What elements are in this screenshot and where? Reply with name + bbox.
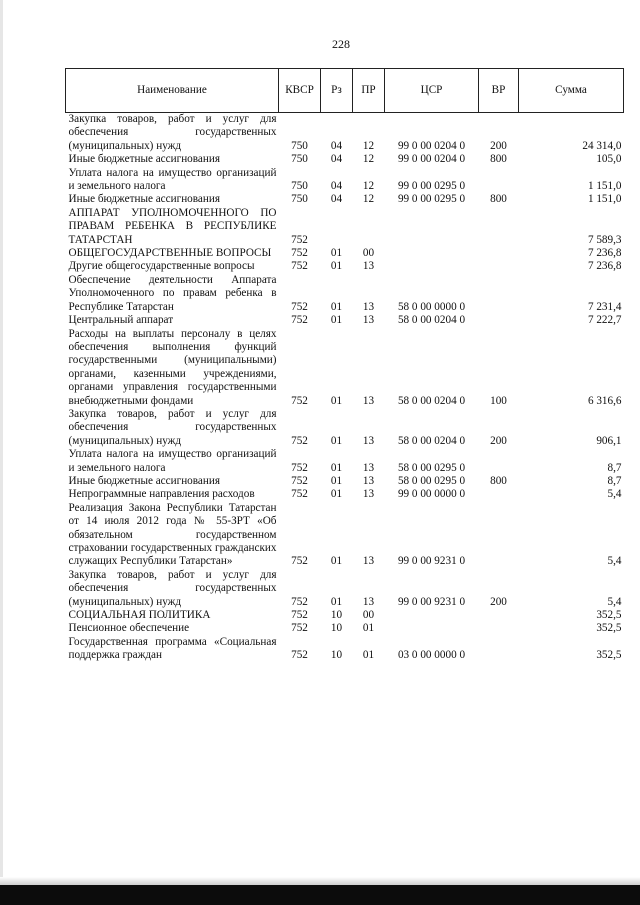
cell-pr <box>353 207 385 247</box>
table-row <box>66 408 624 448</box>
cell-name: Непрограммные направления расходов <box>68 488 255 501</box>
cell-name: Уплата налога на имущество организаций и земельного налога <box>68 166 277 193</box>
cell-pr: 00 <box>362 247 375 260</box>
cell-vr <box>479 247 519 260</box>
cell-rz <box>321 207 353 247</box>
cell-vr: 800 <box>490 193 507 206</box>
cell-rz: 01 <box>330 394 343 407</box>
page-number: 228 <box>332 37 350 51</box>
table-row <box>66 609 624 622</box>
cell-sum: 6 316,6 <box>587 394 622 407</box>
cell-vr <box>479 488 519 501</box>
cell-csr: 03 0 00 0000 0 <box>397 649 466 662</box>
cell-name: ОБЩЕГОСУДАРСТВЕННЫЕ ВОПРОСЫ <box>68 247 272 260</box>
cell-pr: 13 <box>362 488 375 501</box>
table-row <box>66 193 624 206</box>
header-rz: Рз <box>321 69 353 113</box>
cell-vr: 200 <box>490 434 507 447</box>
cell-rz: 01 <box>330 474 343 487</box>
cell-pr: 01 <box>362 622 375 635</box>
cell-vr <box>479 636 519 663</box>
cell-pr: 12 <box>362 193 375 206</box>
cell-sum: 7 589,3 <box>587 233 622 246</box>
cell-rz: 04 <box>330 139 343 152</box>
cell-vr <box>479 260 519 273</box>
cell-sum: 24 314,0 <box>582 139 622 152</box>
cell-kvsr: 750 <box>291 180 308 193</box>
table-row <box>66 207 624 247</box>
cell-csr: 99 0 00 0204 0 <box>397 139 466 152</box>
cell-pr: 13 <box>362 260 375 273</box>
cell-kvsr: 752 <box>291 488 308 501</box>
cell-name: Иные бюджетные ассигнования <box>68 474 220 487</box>
cell-name: Уплата налога на имущество организаций и земельного налога <box>68 448 277 474</box>
cell-vr: 200 <box>490 139 507 152</box>
cell-name: Пенсионное обеспечение <box>68 622 190 635</box>
cell-kvsr: 752 <box>291 247 308 260</box>
cell-sum: 5,4 <box>607 555 622 568</box>
cell-name: Закупка товаров, работ и услуг для обеспечения государственных (муниципальных) нужд <box>68 407 277 447</box>
cell-csr: 99 0 00 9231 0 <box>397 595 466 608</box>
cell-rz: 01 <box>330 461 343 474</box>
cell-csr: 58 0 00 0204 0 <box>397 314 466 327</box>
cell-vr: 100 <box>490 394 507 407</box>
cell-kvsr: 752 <box>291 233 308 246</box>
header-sum: Сумма <box>519 69 624 113</box>
cell-sum: 8,7 <box>607 474 622 487</box>
cell-sum: 1 151,0 <box>587 180 622 193</box>
cell-sum: 7 236,8 <box>587 247 622 260</box>
cell-kvsr: 752 <box>291 622 308 635</box>
table-row <box>66 569 624 609</box>
cell-rz: 10 <box>330 622 343 635</box>
cell-kvsr: 752 <box>291 314 308 327</box>
cell-csr: 58 0 00 0295 0 <box>397 474 466 487</box>
cell-name: АППАРАТ УПОЛНОМОЧЕННОГО ПО ПРАВАМ РЕБЕНКА В РЕСПУБЛИКЕ ТАТАРСТАН <box>68 206 277 246</box>
cell-rz: 10 <box>330 609 343 622</box>
cell-rz: 10 <box>330 649 343 662</box>
cell-vr: 200 <box>490 595 507 608</box>
cell-kvsr: 752 <box>291 474 308 487</box>
cell-kvsr: 752 <box>291 649 308 662</box>
cell-kvsr: 750 <box>291 139 308 152</box>
scan-shadow <box>0 877 640 885</box>
scan-edge <box>0 0 3 905</box>
cell-vr <box>479 314 519 327</box>
cell-vr <box>479 207 519 247</box>
table-row <box>66 448 624 475</box>
budget-table <box>65 68 624 663</box>
cell-csr: 99 0 00 9231 0 <box>397 555 466 568</box>
table-row <box>66 328 624 408</box>
cell-name: Закупка товаров, работ и услуг для обеспечения государственных (муниципальных) нужд <box>68 113 277 152</box>
cell-pr: 00 <box>362 609 375 622</box>
cell-sum: 5,4 <box>607 595 622 608</box>
table-row <box>66 260 624 273</box>
cell-pr: 13 <box>362 394 375 407</box>
cell-name: Другие общегосударственные вопросы <box>68 260 255 273</box>
cell-rz: 01 <box>330 488 343 501</box>
cell-csr: 99 0 00 0295 0 <box>397 180 466 193</box>
cell-name: Государственная программа «Социальная поддержка граждан <box>68 635 277 662</box>
cell-rz: 01 <box>330 300 343 313</box>
cell-kvsr: 752 <box>291 595 308 608</box>
table-row <box>66 488 624 501</box>
cell-sum: 7 231,4 <box>587 300 622 313</box>
table-row <box>66 153 624 166</box>
cell-csr <box>385 609 479 622</box>
cell-pr: 12 <box>362 180 375 193</box>
cell-pr: 13 <box>362 474 375 487</box>
cell-csr: 99 0 00 0204 0 <box>397 153 466 166</box>
cell-name: СОЦИАЛЬНАЯ ПОЛИТИКА <box>68 609 211 622</box>
cell-sum: 7 222,7 <box>587 314 622 327</box>
cell-rz: 01 <box>330 555 343 568</box>
cell-csr <box>385 260 479 273</box>
cell-rz: 01 <box>330 314 343 327</box>
cell-sum: 105,0 <box>596 153 622 166</box>
cell-rz: 01 <box>330 260 343 273</box>
cell-vr <box>479 448 519 475</box>
header-vr: ВР <box>479 69 519 113</box>
cell-sum: 906,1 <box>596 434 622 447</box>
header-name: Наименование <box>66 69 279 113</box>
cell-pr: 13 <box>362 314 375 327</box>
cell-pr: 01 <box>362 649 375 662</box>
cell-sum: 352,5 <box>596 649 622 662</box>
cell-kvsr: 752 <box>291 300 308 313</box>
cell-sum: 5,4 <box>607 488 622 501</box>
cell-csr: 99 0 00 0295 0 <box>397 193 466 206</box>
cell-csr: 58 0 00 0000 0 <box>397 300 466 313</box>
header-csr: ЦСР <box>385 69 479 113</box>
cell-kvsr: 752 <box>291 609 308 622</box>
cell-rz: 04 <box>330 180 343 193</box>
cell-name: Иные бюджетные ассигнования <box>68 153 220 166</box>
cell-vr <box>479 502 519 569</box>
cell-sum: 352,5 <box>596 622 622 635</box>
cell-name: Закупка товаров, работ и услуг для обеспечения государственных (муниципальных) нужд <box>68 568 277 608</box>
table-row <box>66 475 624 488</box>
cell-csr <box>385 207 479 247</box>
table-header <box>66 69 624 113</box>
table-row <box>66 247 624 260</box>
cell-kvsr: 752 <box>291 260 308 273</box>
table-row <box>66 502 624 569</box>
cell-kvsr: 752 <box>291 394 308 407</box>
cell-pr: 13 <box>362 461 375 474</box>
scan-bottom-bar <box>0 885 640 905</box>
table-row <box>66 113 624 154</box>
cell-pr: 13 <box>362 555 375 568</box>
cell-csr <box>385 622 479 635</box>
cell-csr: 99 0 00 0000 0 <box>397 488 466 501</box>
cell-sum: 7 236,8 <box>587 260 622 273</box>
cell-csr <box>385 247 479 260</box>
cell-vr: 800 <box>490 474 507 487</box>
cell-csr: 58 0 00 0295 0 <box>397 461 466 474</box>
cell-rz: 01 <box>330 247 343 260</box>
cell-kvsr: 752 <box>291 461 308 474</box>
cell-kvsr: 752 <box>291 555 308 568</box>
cell-rz: 01 <box>330 595 343 608</box>
table-row <box>66 274 624 314</box>
cell-pr: 13 <box>362 595 375 608</box>
cell-name: Реализация Закона Республики Татарстан от 14 июля 2012 года № 55-ЗРТ «Об обязательном государственном страховании государственных гражданских служащих Республики Татарстан» <box>68 501 277 568</box>
cell-sum: 352,5 <box>596 609 622 622</box>
cell-vr <box>479 609 519 622</box>
table-row <box>66 167 624 194</box>
header-pr: ПР <box>353 69 385 113</box>
cell-kvsr: 752 <box>291 434 308 447</box>
cell-sum: 1 151,0 <box>587 193 622 206</box>
cell-csr: 58 0 00 0204 0 <box>397 394 466 407</box>
cell-rz: 01 <box>330 434 343 447</box>
cell-name: Обеспечение деятельности Аппарата Уполномоченного по правам ребенка в Республике Татарстан <box>68 273 277 313</box>
cell-vr <box>479 167 519 194</box>
cell-vr: 800 <box>490 153 507 166</box>
cell-pr: 12 <box>362 153 375 166</box>
cell-rz: 04 <box>330 193 343 206</box>
table-row <box>66 622 624 635</box>
cell-csr: 58 0 00 0204 0 <box>397 434 466 447</box>
cell-vr <box>479 622 519 635</box>
cell-pr: 13 <box>362 434 375 447</box>
table-row <box>66 636 624 663</box>
cell-name: Иные бюджетные ассигнования <box>68 193 220 206</box>
cell-kvsr: 750 <box>291 193 308 206</box>
cell-rz: 04 <box>330 153 343 166</box>
cell-name: Центральный аппарат <box>68 314 174 327</box>
cell-pr: 13 <box>362 300 375 313</box>
cell-vr <box>479 274 519 314</box>
cell-pr: 12 <box>362 139 375 152</box>
table-body <box>66 113 624 663</box>
table-row <box>66 314 624 327</box>
cell-sum: 8,7 <box>607 461 622 474</box>
cell-kvsr: 750 <box>291 153 308 166</box>
cell-name: Расходы на выплаты персоналу в целях обеспечения выполнения функций государственными (муниципальными) органами, казенными учреждениями, органами управления государственными внебюджетными фондами <box>68 327 277 407</box>
header-kvsr: КВСР <box>279 69 321 113</box>
